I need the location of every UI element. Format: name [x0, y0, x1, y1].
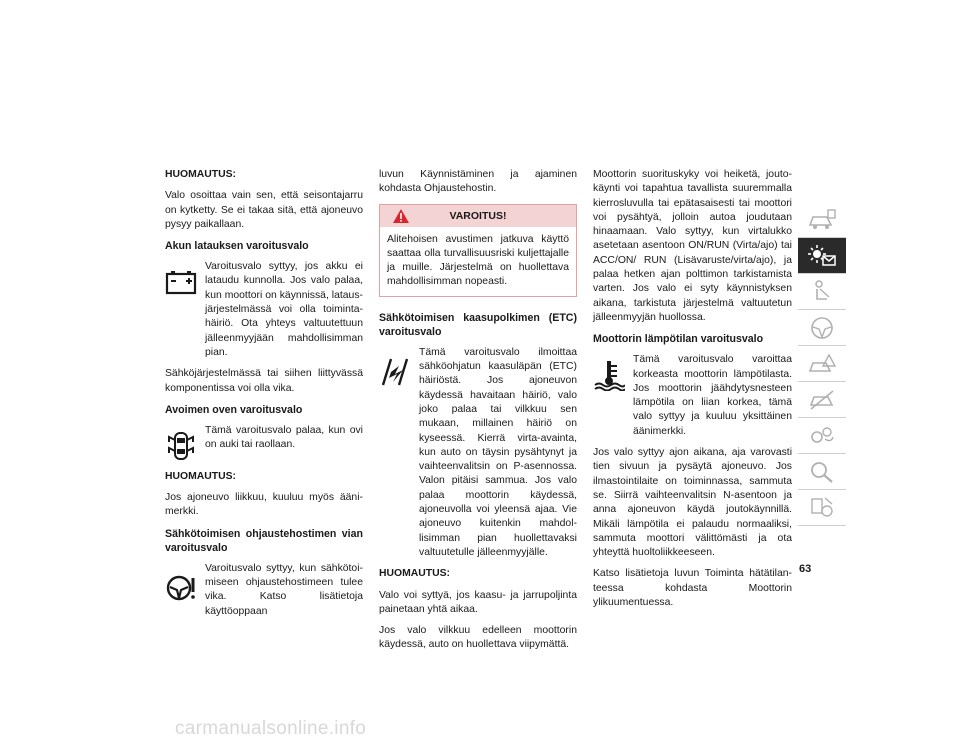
- section-heading-door: Avoimen oven varoitusvalo: [165, 403, 303, 416]
- warning-lights-icon: [807, 243, 837, 269]
- section-heading-etc: Sähkötoimisen kaasupolkimen (ETC) varoitusvalo: [379, 311, 577, 338]
- column-3: [593, 168, 792, 617]
- note-text: Valo osoittaa vain sen, että seisontajarru on kytketty. Se ei takaa sitä, että ajoneuvo pysyy paikallaan.: [165, 190, 363, 230]
- tab-steering[interactable]: [798, 310, 846, 346]
- tab-car-info[interactable]: [798, 202, 846, 238]
- warning-bar: [380, 205, 576, 227]
- battery-icon: [165, 266, 197, 298]
- section-heading-eps: Sähkötoimisen ohjaustehostimen vian varoitusvalo: [165, 527, 363, 554]
- tab-search[interactable]: [798, 454, 846, 490]
- performance-text: Moottorin suorituskyky voi heiketä, joutokäynti voi tapahtua tavallista suuremmalla kierrosluvulla tai epätasaisesti tai moottori voi pysähtyä, jolloin autoa joudutaan hinaamaan. Valo syttyy, kun virtalukko asetetaan asentoon ON/RUN (Virta/ajo) tai ACC/ON/ RUN (Lisävaruste/virta/ajo), ja palaa hetken ajan polttimon tarkistamista varten. Jos valo ei syty käynnistyksen aikana, tarkistuta järjestelmä valtuutetun jälleenmyyjän huollossa.: [593, 169, 792, 323]
- tab-breakdown[interactable]: [798, 346, 846, 382]
- temp-warning-text-3: Katso lisätietoja luvun Toiminta hätätilanteessa kohdasta Moottorin ylikuumentuessa.: [593, 568, 792, 609]
- page-number: 63: [799, 563, 812, 575]
- seat-airbag-icon: [807, 279, 837, 305]
- charge-warning-text-2: Sähköjärjestelmässä tai siihen liittyvässä komponentissa voi olla vika.: [165, 368, 363, 394]
- etc-warning-block: [379, 346, 577, 560]
- door-warning-text: Tämä varoitusvalo palaa, kun ovi on auki tai raollaan.: [205, 424, 363, 451]
- chapter-tabs: [798, 202, 848, 526]
- tools-settings-icon: [807, 423, 837, 449]
- temp-warning-block: [593, 353, 792, 439]
- tab-tools[interactable]: [798, 418, 846, 454]
- column-2: [379, 168, 577, 660]
- temp-warning-text-2: Jos valo syttyy ajon aikana, aja varovasti tien sivuun ja pysäytä ajoneuvo. Jos ilmastointilaite on toiminnassa, sammuta se. Siirrä vaihteenvalitsin N-asentoon ja anna ajoneuvon käydä joutokäynnillä. Mikäli lämpötila ei palaudu normaaliksi, sammuta moottori välittömästi ja ota yhteyttä huoltoliikkeeseen.: [593, 447, 792, 559]
- column-1: [165, 168, 363, 626]
- note-text-2: Jos ajoneuvo liikkuu, kuuluu myös äänimerkki.: [165, 492, 363, 518]
- eps-warning-text: Varoitusvalo syttyy, kun sähkötoimiseen ohjaustehostimeen tulee vika. Katso lisätietoja käyttöoppaan: [205, 562, 363, 617]
- breakdown-icon: [807, 351, 837, 377]
- steering-alert-icon: [165, 572, 197, 604]
- warning-label: VAROITUS!: [449, 209, 507, 222]
- blink-text: Jos valo vilkkuu edelleen moottorin käydessä, auto on huollettava viipymättä.: [379, 625, 577, 651]
- tab-warning-lights[interactable]: [798, 238, 846, 274]
- warning-triangle-icon: [392, 208, 410, 224]
- charge-warning-block: [165, 260, 363, 360]
- watermark-footer: carmanualsonline.info: [175, 718, 367, 739]
- steering-wheel-icon: [807, 315, 837, 341]
- temp-warning-text: Tämä varoitusvalo varoittaa korkeasta moottorin lämpötilasta. Jos moottorin jäähdytysnesteen lämpötila on liian korkea, tämä valo syttyy ja kuuluu yksittäinen äänimerkki.: [633, 354, 792, 437]
- car-service-icon: [807, 387, 837, 413]
- eps-warning-block: [165, 562, 363, 619]
- tab-seat-airbag[interactable]: [798, 274, 846, 310]
- continued-text: luvun Käynnistäminen ja ajaminen kohdasta Ohjaustehostin.: [379, 169, 577, 195]
- section-heading-charge: Akun latauksen varoitusvalo: [165, 240, 309, 253]
- note-heading: HUOMAUTUS:: [165, 169, 236, 180]
- note-text-3: Valo voi syttyä, jos kaasu- ja jarrupoljinta painetaan yhtä aikaa.: [379, 589, 577, 615]
- section-heading-temp: Moottorin lämpötilan varoitusvalo: [593, 333, 764, 346]
- door-warning-block: [165, 424, 363, 464]
- charge-warning-text: Varoitusvalo syttyy, jos akku ei lataudu kunnolla. Jos valo palaa, kun moottori on käynnissä, latausjärjestelmässä voi olla toimintahäiriö. Ota yhteys valtuutettuun jälleenmyyjään mahdollisimman pian.: [205, 261, 363, 358]
- note-heading-3: HUOMAUTUS:: [379, 568, 450, 580]
- car-info-icon: [807, 207, 837, 233]
- warning-box: [379, 204, 577, 297]
- door-open-icon: [165, 430, 197, 462]
- coolant-temperature-icon: [593, 359, 625, 391]
- tab-car-service[interactable]: [798, 382, 846, 418]
- etc-lightning-icon: [379, 356, 411, 388]
- warning-text: Alitehoisen avustimen jatkuva käyttö saattaa olla turvallisuusriski kuljettajalle ja muille. Järjestelmä on huollettava mahdollisimman nopeasti.: [387, 233, 569, 288]
- multimedia-icon: [807, 495, 837, 521]
- search-index-icon: [807, 459, 837, 485]
- note-heading-2: HUOMAUTUS:: [165, 470, 236, 482]
- tab-multimedia[interactable]: [798, 490, 846, 526]
- etc-warning-text: Tämä varoitusvalo ilmoittaa sähköohjatun kaasuläpän (ETC) häiriöstä. Jos ajoneuvon käydessä havaitaan häiriö, valo joko palaa tai vilkkuu sen mukaan, millainen häiriö on kyseessä. Kierrä virta-avainta, kun auto on täysin pysähtynyt ja vaihteenvalitsin on P-asennossa. Valon pitäisi sammua. Jos valo palaa moottorin käydessä, ajoneuvolla voi yleensä ajaa. Vie ajoneuvo kuitenkin mahdollisimman pian huollettavaksi valtuutetulle jälleenmyyjälle.: [419, 346, 577, 558]
